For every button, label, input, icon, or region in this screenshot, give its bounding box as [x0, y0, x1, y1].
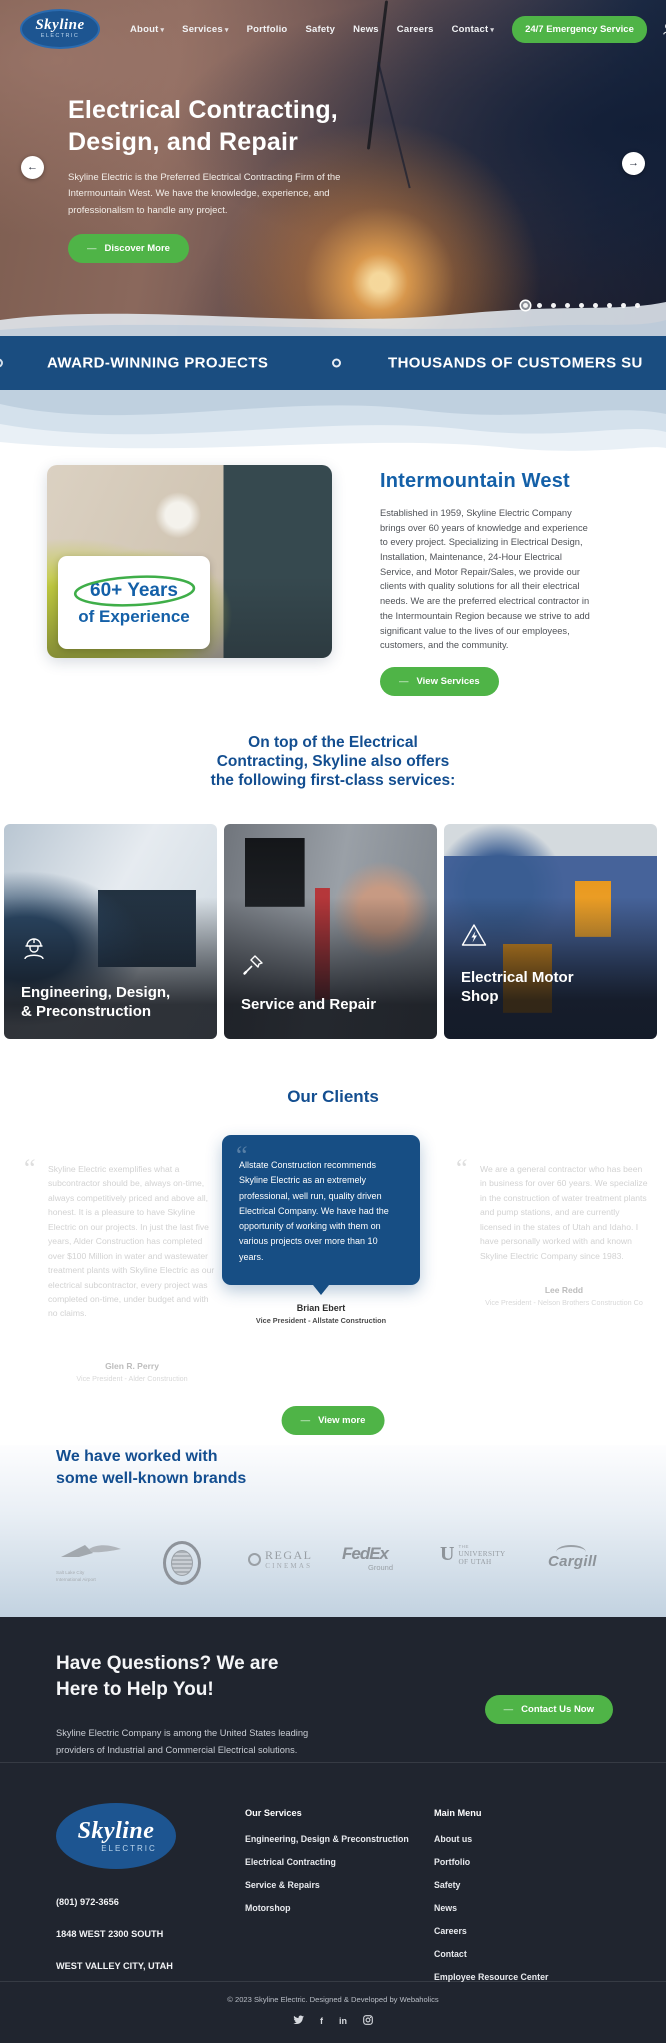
footer-link-contact[interactable]: Contact	[434, 1949, 467, 1959]
carousel-dot-1[interactable]	[523, 303, 528, 308]
instagram-button[interactable]	[363, 2015, 373, 2027]
about-text	[380, 465, 595, 720]
chevron-down-icon: ▾	[490, 26, 495, 34]
logo-cargill: Cargill	[548, 1545, 597, 1570]
footer-link-engineering[interactable]: Engineering, Design & Preconstruction	[245, 1834, 409, 1844]
button-dash: —	[503, 1704, 513, 1715]
testimonial-active	[222, 1135, 420, 1325]
carousel-next-button[interactable]	[622, 152, 645, 175]
seal-ring-icon	[163, 1541, 201, 1585]
testimonial-role: Vice President - Nelson Brothers Construction Co	[485, 1298, 643, 1308]
footer-skyline-logo[interactable]	[56, 1803, 176, 1869]
nav-item-news[interactable]: News	[353, 23, 379, 35]
twitter-button[interactable]	[293, 2015, 304, 2027]
carousel-dot-2[interactable]	[537, 303, 542, 308]
footer-services-column	[245, 1808, 409, 1926]
marquee-separator-icon	[0, 359, 3, 368]
nav-item-services[interactable]: Services ▾	[182, 23, 229, 35]
wave-graphic	[0, 390, 666, 458]
twitter-icon	[293, 2015, 304, 2025]
logo-text: Salt Lake City International Airport	[56, 1570, 96, 1582]
service-card-service-repair[interactable]	[224, 824, 437, 1039]
carousel-prev-button[interactable]	[21, 156, 44, 179]
wave-divider	[0, 390, 666, 458]
facebook-button[interactable]	[320, 2017, 323, 2026]
testimonial-name: Glen R. Perry	[105, 1360, 159, 1371]
testimonial-name: Lee Redd	[544, 1285, 584, 1296]
hero-section	[0, 0, 666, 336]
quote-icon: “	[24, 1154, 36, 1183]
linkedin-icon: in	[339, 2015, 347, 2026]
nav-item-portfolio[interactable]: Portfolio	[246, 23, 288, 35]
testimonials-carousel	[0, 1135, 666, 1385]
footer-menu-title: Main Menu	[434, 1808, 482, 1818]
service-card-label: Engineering, Design, & Preconstruction	[21, 983, 171, 1021]
brands-section	[0, 1445, 666, 1617]
clients-section	[0, 1060, 666, 1445]
services-heading: On top of the Electrical Contracting, Skyline also offers the following first-class services:	[210, 734, 456, 790]
engineer-hardhat-icon	[21, 935, 47, 961]
high-voltage-triangle-icon	[461, 923, 487, 947]
main-nav	[130, 24, 494, 35]
clients-heading: Our Clients	[287, 1087, 379, 1106]
service-card-engineering[interactable]	[4, 824, 217, 1039]
logo-subtext: ELECTRIC	[101, 1844, 157, 1853]
user-icon	[661, 22, 666, 36]
quote-icon: “	[456, 1154, 468, 1183]
marquee-separator-icon	[332, 359, 341, 368]
experience-badge	[58, 556, 210, 649]
testimonial-role: Vice President - Alder Construction	[76, 1373, 188, 1383]
regal-emblem-icon	[248, 1553, 261, 1566]
testimonial-card[interactable]	[222, 1135, 420, 1285]
logo-fedex-ground: FedEx Ground	[342, 1544, 394, 1572]
arrow-left-icon: ←	[27, 161, 38, 173]
button-dash: —	[300, 1415, 310, 1426]
footer-link-careers[interactable]: Careers	[434, 1926, 467, 1936]
carousel-dot-5[interactable]	[579, 303, 584, 308]
about-photo-workers	[47, 465, 332, 658]
airport-wings-icon	[59, 1541, 123, 1563]
footer-link-portfolio[interactable]: Portfolio	[434, 1857, 471, 1867]
carousel-dot-4[interactable]	[565, 303, 570, 308]
screwdriver-icon	[241, 953, 265, 977]
about-title: Intermountain West	[380, 470, 570, 492]
footer-link-service-repairs[interactable]: Service & Repairs	[245, 1880, 320, 1890]
experience-years: 60+ Years	[80, 578, 188, 604]
cta-section	[0, 1617, 666, 1762]
cargill-leaf-icon	[556, 1545, 586, 1552]
testimonial-quote: Skyline Electric exemplifies what a subcontractor should be, always on-time, always competitively priced and above all, honest. It is a pleasure to have Skyline Electric on our projects. In just the last five years, Alder Construction has completed over $100 Million in water and wastewater treatment plants with Skyline Electric as our electrical subcontractor, every project was completed on-time, under budget and with no claims.	[48, 1164, 215, 1319]
footer-link-about-us[interactable]: About us	[434, 1834, 473, 1844]
chevron-down-icon: ▾	[160, 26, 165, 34]
footer-contact-info	[56, 1897, 173, 1993]
skyline-logo[interactable]	[20, 9, 100, 49]
about-section	[0, 458, 666, 720]
brands-heading: We have worked with some well-known brands	[56, 1448, 247, 1487]
nav-item-contact[interactable]: Contact ▾	[451, 23, 495, 35]
logo-wordmark: Skyline	[35, 17, 85, 34]
service-card-label: Electrical Motor Shop	[461, 968, 574, 1006]
hero-title: Electrical Contracting, Design, and Repair	[68, 96, 338, 156]
carousel-dot-3[interactable]	[551, 303, 556, 308]
facebook-icon: f	[320, 2015, 323, 2026]
footer-link-safety[interactable]: Safety	[434, 1880, 461, 1890]
footer-social-links	[0, 2015, 666, 2027]
button-dash: —	[87, 242, 96, 254]
service-card-motor-shop[interactable]	[444, 824, 657, 1039]
carousel-dot-6[interactable]	[593, 303, 598, 308]
footer-address-line2: WEST VALLEY CITY, UTAH	[56, 1961, 173, 1971]
logo-circular-seal	[163, 1541, 201, 1585]
linkedin-button[interactable]	[339, 2017, 347, 2026]
about-body: Established in 1959, Skyline Electric Company brings over 60 years of knowledge and experience to every project. Specializing in Electrical Design, Installation, Maintenance, 24-Hour Electrical Service, and Motor Repair/Sales, we provide our clients with quality solutions for all their electrical needs. We are the preferred electrical contractor in the Intermountain Region because we strive to add significant value to the lives of our employees, customers, and the community.	[380, 508, 590, 651]
testimonial-role: Vice President - Allstate Construction	[255, 1316, 387, 1326]
logo-salt-lake-city-airport	[52, 1541, 130, 1584]
logo-subtext: ELECTRIC	[40, 33, 80, 40]
discover-more-button[interactable]: — Discover More	[68, 234, 189, 263]
cta-heading: Have Questions? We are Here to Help You!	[56, 1653, 279, 1700]
nav-item-careers[interactable]: Careers	[396, 23, 434, 35]
emergency-service-button[interactable]: 24/7 Emergency Service	[512, 16, 647, 43]
logo-wordmark: Skyline	[77, 1818, 155, 1844]
instagram-icon	[363, 2015, 373, 2025]
footer-menu-column	[434, 1808, 548, 1995]
services-section	[0, 720, 666, 1060]
logo-university-of-utah: U THE UNIVERSITY OF UTAH	[440, 1543, 506, 1566]
footer-link-electrical-contracting[interactable]: Electrical Contracting	[245, 1857, 336, 1867]
testimonial-previous[interactable]	[24, 1154, 216, 1383]
carousel-dot-9[interactable]	[635, 303, 640, 308]
testimonial-next[interactable]	[456, 1154, 648, 1308]
quote-icon: “	[236, 1141, 248, 1170]
footer-copyright: © 2023 Skyline Electric. Designed & Developed by Webaholics	[227, 1995, 439, 2004]
marquee-banner	[0, 336, 666, 390]
logo-regal-cinemas: REGAL CINEMAS	[248, 1549, 313, 1570]
footer-link-motorshop[interactable]: Motorshop	[245, 1903, 291, 1913]
site-header	[0, 0, 666, 49]
marquee-item: THOUSANDS OF CUSTOMERS SU	[388, 354, 643, 372]
cta-body: Skyline Electric Company is among the United States leading providers of Industrial and Commercial Electrical solutions.	[56, 1728, 309, 1755]
marquee-item: AWARD-WINNING PROJECTS	[47, 354, 269, 372]
chevron-down-icon: ▾	[224, 26, 229, 34]
hero-bottom-wave	[0, 290, 666, 336]
service-cards	[0, 824, 666, 1039]
user-account-button[interactable]	[661, 22, 666, 36]
testimonial-quote: Allstate Construction recommends Skyline Electric as an extremely professional, well run, quality driven Electrical Company. We have had the opportunity of working with them on various projects over more than 10 years.	[239, 1160, 389, 1262]
carousel-dot-7[interactable]	[607, 303, 612, 308]
hero-description: Skyline Electric is the Preferred Electrical Contracting Firm of the Intermountain West. We have the knowledge, experience, and professionalism to handle any project.	[68, 172, 341, 216]
testimonial-name: Brian Ebert	[296, 1303, 346, 1314]
view-more-button[interactable]: — View more	[282, 1406, 385, 1435]
footer-link-news[interactable]: News	[434, 1903, 457, 1913]
nav-item-about[interactable]: About ▾	[130, 23, 165, 35]
footer-link-employee-resource-center[interactable]: Employee Resource Center	[434, 1972, 549, 1982]
button-dash: —	[399, 675, 408, 687]
experience-label: of Experience	[78, 607, 190, 626]
testimonial-quote: We are a general contractor who has been in business for over 60 years. We specialize in the construction of water treatment plants and pump stations, and are currently licensed in the states of Utah and Idaho. I have personally worked with and known Skyline Electric Company since 1983.	[480, 1164, 648, 1261]
carousel-dots	[523, 303, 640, 308]
view-services-button[interactable]: — View Services	[380, 667, 499, 696]
hero-content	[68, 95, 386, 263]
contact-us-now-button[interactable]: — Contact Us Now	[485, 1695, 613, 1724]
footer-address-line1: 1848 WEST 2300 SOUTH	[56, 1929, 164, 1939]
nav-item-safety[interactable]: Safety	[305, 23, 336, 35]
footer-divider	[0, 1981, 666, 1982]
speech-pointer	[313, 1285, 329, 1295]
service-card-label: Service and Repair	[241, 996, 377, 1014]
footer	[0, 1762, 666, 2043]
carousel-dot-8[interactable]	[621, 303, 626, 308]
footer-services-title: Our Services	[245, 1808, 302, 1818]
arrow-right-icon: →	[628, 157, 639, 169]
footer-phone[interactable]: (801) 972-3656	[56, 1897, 119, 1907]
seal-core-icon	[171, 1550, 193, 1576]
